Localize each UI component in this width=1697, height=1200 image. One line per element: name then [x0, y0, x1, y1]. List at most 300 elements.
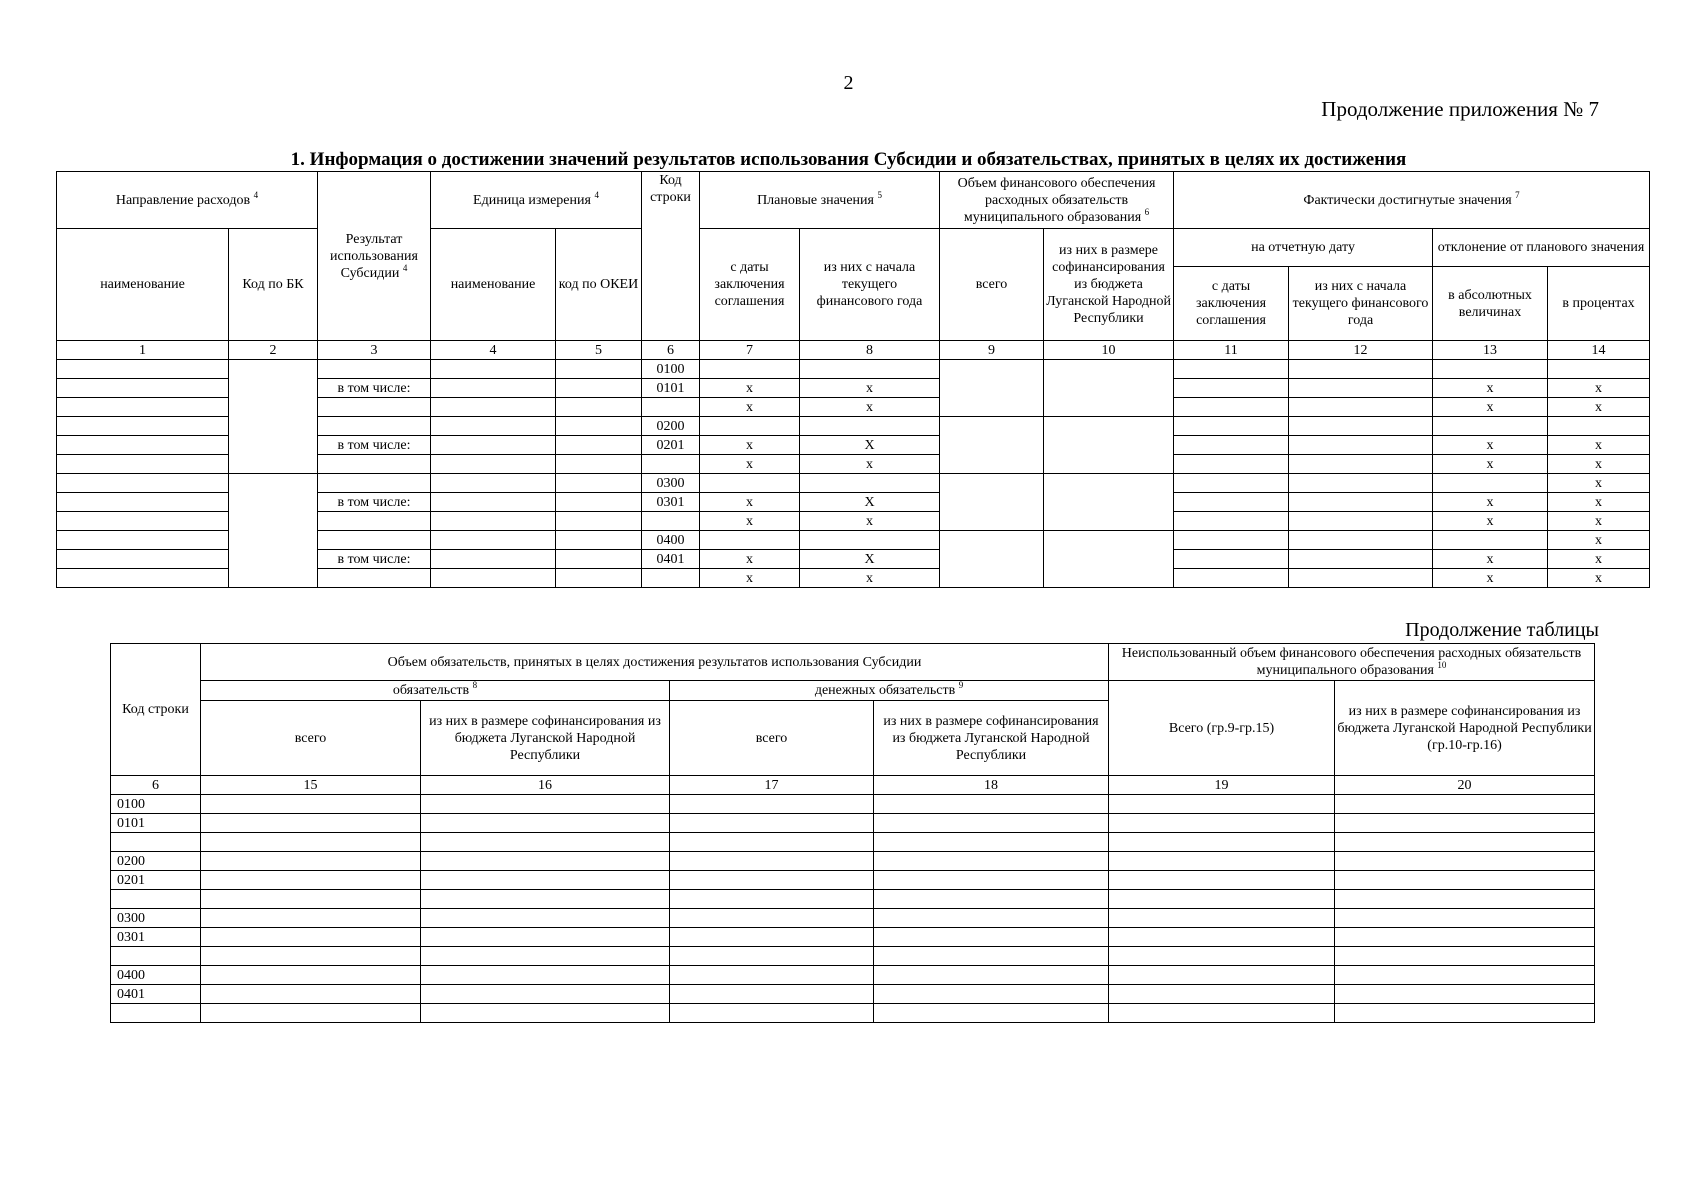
- cell-monetary-cofinance: [874, 890, 1109, 909]
- cell-obligations-total: [201, 833, 421, 852]
- cell-actual-from-agreement: [1174, 474, 1289, 493]
- cell-row-code: [111, 833, 201, 852]
- cell-row-code: [642, 569, 700, 588]
- cell-planned-from-agreement: [700, 474, 800, 493]
- cell-obligations-total: [201, 909, 421, 928]
- cell-unused-cofinance: [1335, 947, 1595, 966]
- column-number: 17: [670, 776, 874, 795]
- cell-obligations-total: [201, 795, 421, 814]
- results-table: [56, 171, 1650, 588]
- cell-result: в том числе:: [318, 550, 431, 569]
- cell-deviation-abs: [1433, 417, 1548, 436]
- column-number: 14: [1548, 341, 1650, 360]
- cell-obligations-cofinance: [421, 928, 670, 947]
- cell-deviation-pct: [1548, 417, 1650, 436]
- cell-planned-from-year: X: [800, 550, 940, 569]
- header-row-code: Код строки: [111, 644, 201, 776]
- cell-okei: [556, 398, 642, 417]
- header-planned-from-agreement: с даты заключения соглашения: [700, 229, 800, 341]
- header-funding: Объем финансового обеспечения расходных обязательств муниципального образования $^6$: [940, 172, 1174, 229]
- cell-okei: [556, 493, 642, 512]
- cell-deviation-pct: x: [1548, 436, 1650, 455]
- cell-unused-cofinance: [1335, 852, 1595, 871]
- cell-direction-name: [57, 455, 229, 474]
- cell-unused-total: [1109, 966, 1335, 985]
- table-row: [57, 474, 1650, 493]
- cell-unit-name: [431, 569, 556, 588]
- cell-monetary-total: [670, 871, 874, 890]
- cell-monetary-cofinance: [874, 947, 1109, 966]
- cell-monetary-cofinance: [874, 909, 1109, 928]
- table-row: [111, 947, 1595, 966]
- cell-deviation-pct: x: [1548, 512, 1650, 531]
- cell-actual-from-agreement: [1174, 531, 1289, 550]
- cell-unused-total: [1109, 795, 1335, 814]
- cell-planned-from-agreement: [700, 531, 800, 550]
- table-row: [111, 814, 1595, 833]
- column-number: 16: [421, 776, 670, 795]
- table-row: [111, 985, 1595, 1004]
- cell-result: [318, 474, 431, 493]
- cell-okei: [556, 436, 642, 455]
- cell-direction-name: [57, 417, 229, 436]
- header-funding-cofinance: из них в размере софинансирования из бюджета Луганской Народной Республики: [1044, 229, 1174, 341]
- header-deviation: отклонение от планового значения: [1433, 229, 1650, 267]
- cell-actual-from-year: [1289, 474, 1433, 493]
- cell-direction-name: [57, 512, 229, 531]
- cell-direction-name: [57, 569, 229, 588]
- cell-direction-name: [57, 360, 229, 379]
- table-continuation-note: Продолжение таблицы: [1405, 619, 1599, 641]
- cell-obligations-total: [201, 966, 421, 985]
- cell-actual-from-year: [1289, 417, 1433, 436]
- cell-row-code: [642, 398, 700, 417]
- cell-planned-from-agreement: [700, 417, 800, 436]
- cell-obligations-total: [201, 871, 421, 890]
- cell-unused-cofinance: [1335, 1004, 1595, 1023]
- cell-actual-from-year: [1289, 550, 1433, 569]
- cell-unused-total: [1109, 1004, 1335, 1023]
- cell-deviation-abs: x: [1433, 379, 1548, 398]
- cell-actual-from-year: [1289, 569, 1433, 588]
- cell-obligations-cofinance: [421, 852, 670, 871]
- cell-actual-from-year: [1289, 512, 1433, 531]
- header-monetary-cofinance: из них в размере софинансирования из бюджета Луганской Народной Республики: [874, 701, 1109, 776]
- cell-direction-name: [57, 474, 229, 493]
- cell-monetary-cofinance: [874, 1004, 1109, 1023]
- header-actual-from-agreement: с даты заключения соглашения: [1174, 267, 1289, 341]
- cell-deviation-abs: [1433, 474, 1548, 493]
- cell-okei: [556, 417, 642, 436]
- cell-obligations-cofinance: [421, 966, 670, 985]
- cell-funding-total: [940, 417, 1044, 474]
- cell-deviation-pct: x: [1548, 379, 1650, 398]
- cell-unused-cofinance: [1335, 814, 1595, 833]
- cell-monetary-cofinance: [874, 985, 1109, 1004]
- cell-row-code: 0201: [111, 871, 201, 890]
- header-actual: Фактически достигнутые значения $^7$: [1174, 172, 1650, 229]
- cell-result: [318, 398, 431, 417]
- cell-okei: [556, 512, 642, 531]
- cell-row-code: 0201: [642, 436, 700, 455]
- header-planned-from-year: из них с начала текущего финансового года: [800, 229, 940, 341]
- table-row: [111, 966, 1595, 985]
- cell-planned-from-year: X: [800, 493, 940, 512]
- cell-unused-cofinance: [1335, 985, 1595, 1004]
- column-number: 1: [57, 341, 229, 360]
- column-number: 2: [229, 341, 318, 360]
- header-obligations-cofinance: из них в размере софинансирования из бюджета Луганской Народной Республики: [421, 701, 670, 776]
- cell-planned-from-year: [800, 531, 940, 550]
- cell-unit-name: [431, 417, 556, 436]
- cell-funding-cofinance: [1044, 360, 1174, 417]
- column-number: 6: [642, 341, 700, 360]
- cell-actual-from-agreement: [1174, 398, 1289, 417]
- cell-planned-from-agreement: x: [700, 512, 800, 531]
- cell-deviation-abs: x: [1433, 398, 1548, 417]
- cell-unused-cofinance: [1335, 909, 1595, 928]
- cell-actual-from-agreement: [1174, 512, 1289, 531]
- header-direction-name: наименование: [57, 229, 229, 341]
- cell-direction-name: [57, 493, 229, 512]
- cell-result: [318, 531, 431, 550]
- header-planned: Плановые значения $^5$: [700, 172, 940, 229]
- cell-monetary-total: [670, 947, 874, 966]
- header-monetary: денежных обязательств $^9$: [670, 681, 1109, 701]
- cell-row-code: 0300: [111, 909, 201, 928]
- cell-okei: [556, 360, 642, 379]
- cell-planned-from-year: [800, 417, 940, 436]
- cell-obligations-total: [201, 947, 421, 966]
- cell-result: [318, 360, 431, 379]
- cell-unused-total: [1109, 871, 1335, 890]
- section-title: 1. Информация о достижении значений результатов использования Субсидии и обязательствах, принятых в целях их достижения: [290, 149, 1407, 170]
- cell-unused-total: [1109, 947, 1335, 966]
- cell-row-code: 0400: [642, 531, 700, 550]
- cell-planned-from-agreement: x: [700, 398, 800, 417]
- cell-actual-from-agreement: [1174, 569, 1289, 588]
- cell-row-code: [642, 455, 700, 474]
- cell-deviation-abs: x: [1433, 436, 1548, 455]
- column-number: 11: [1174, 341, 1289, 360]
- header-result: Результат использования Субсидии $^4$: [318, 172, 431, 341]
- cell-actual-from-agreement: [1174, 379, 1289, 398]
- column-number: 19: [1109, 776, 1335, 795]
- cell-result: [318, 569, 431, 588]
- column-number: 20: [1335, 776, 1595, 795]
- cell-monetary-total: [670, 814, 874, 833]
- header-bk-code: Код по БК: [229, 229, 318, 341]
- cell-funding-total: [940, 360, 1044, 417]
- header-okei: код по ОКЕИ: [556, 229, 642, 341]
- page-number: 2: [843, 72, 854, 94]
- table-row: [111, 890, 1595, 909]
- cell-monetary-total: [670, 1004, 874, 1023]
- cell-row-code: 0301: [642, 493, 700, 512]
- table-row: [111, 795, 1595, 814]
- cell-row-code: [111, 1004, 201, 1023]
- cell-unit-name: [431, 493, 556, 512]
- cell-unit-name: [431, 531, 556, 550]
- cell-direction-name: [57, 550, 229, 569]
- cell-planned-from-agreement: x: [700, 550, 800, 569]
- cell-result: [318, 512, 431, 531]
- cell-funding-cofinance: [1044, 531, 1174, 588]
- cell-deviation-abs: x: [1433, 455, 1548, 474]
- cell-direction-name: [57, 436, 229, 455]
- cell-direction-name: [57, 398, 229, 417]
- cell-row-code: [111, 947, 201, 966]
- cell-monetary-cofinance: [874, 966, 1109, 985]
- cell-funding-total: [940, 531, 1044, 588]
- cell-actual-from-agreement: [1174, 455, 1289, 474]
- header-deviation-abs: в абсолютных величинах: [1433, 267, 1548, 341]
- header-row-code: Код строки: [642, 172, 700, 341]
- cell-result: [318, 417, 431, 436]
- cell-monetary-total: [670, 852, 874, 871]
- column-number: 8: [800, 341, 940, 360]
- column-number: 12: [1289, 341, 1433, 360]
- cell-actual-from-year: [1289, 379, 1433, 398]
- column-number-row: [111, 776, 1595, 795]
- obligations-table: [110, 643, 1595, 1023]
- cell-planned-from-agreement: x: [700, 455, 800, 474]
- header-unused: Неиспользованный объем финансового обеспечения расходных обязательств муниципального образования $^{10}$: [1109, 644, 1595, 681]
- cell-planned-from-year: x: [800, 379, 940, 398]
- cell-monetary-cofinance: [874, 814, 1109, 833]
- cell-row-code: 0401: [642, 550, 700, 569]
- column-number: 5: [556, 341, 642, 360]
- cell-row-code: [642, 512, 700, 531]
- column-number: 4: [431, 341, 556, 360]
- cell-planned-from-year: [800, 360, 940, 379]
- cell-bk-code: [229, 360, 318, 474]
- cell-obligations-total: [201, 814, 421, 833]
- cell-deviation-pct: x: [1548, 455, 1650, 474]
- table-row: [111, 909, 1595, 928]
- cell-funding-total: [940, 474, 1044, 531]
- cell-obligations-total: [201, 890, 421, 909]
- cell-planned-from-year: X: [800, 436, 940, 455]
- cell-deviation-pct: x: [1548, 531, 1650, 550]
- cell-obligations-cofinance: [421, 985, 670, 1004]
- cell-unused-total: [1109, 833, 1335, 852]
- cell-unused-cofinance: [1335, 928, 1595, 947]
- cell-actual-from-year: [1289, 455, 1433, 474]
- cell-obligations-total: [201, 1004, 421, 1023]
- cell-unit-name: [431, 550, 556, 569]
- cell-okei: [556, 379, 642, 398]
- header-actual-from-year: из них с начала текущего финансового года: [1289, 267, 1433, 341]
- cell-deviation-pct: x: [1548, 550, 1650, 569]
- appendix-continuation-note: Продолжение приложения № 7: [1321, 97, 1599, 121]
- cell-row-code: 0200: [642, 417, 700, 436]
- cell-deviation-abs: x: [1433, 512, 1548, 531]
- cell-planned-from-year: x: [800, 455, 940, 474]
- column-number: 15: [201, 776, 421, 795]
- cell-actual-from-agreement: [1174, 550, 1289, 569]
- cell-row-code: 0101: [111, 814, 201, 833]
- cell-unused-cofinance: [1335, 871, 1595, 890]
- cell-deviation-abs: [1433, 360, 1548, 379]
- cell-monetary-cofinance: [874, 928, 1109, 947]
- cell-planned-from-agreement: x: [700, 569, 800, 588]
- cell-row-code: 0100: [642, 360, 700, 379]
- cell-monetary-cofinance: [874, 795, 1109, 814]
- cell-monetary-total: [670, 833, 874, 852]
- cell-actual-from-year: [1289, 436, 1433, 455]
- cell-unit-name: [431, 455, 556, 474]
- column-number: 6: [111, 776, 201, 795]
- header-funding-total: всего: [940, 229, 1044, 341]
- table-row: [111, 928, 1595, 947]
- header-unit: Единица измерения $^4$: [431, 172, 642, 229]
- cell-unused-total: [1109, 814, 1335, 833]
- cell-okei: [556, 455, 642, 474]
- cell-actual-from-year: [1289, 493, 1433, 512]
- cell-okei: [556, 474, 642, 493]
- cell-deviation-pct: [1548, 360, 1650, 379]
- cell-result: в том числе:: [318, 436, 431, 455]
- header-direction: Направление расходов $^4$: [57, 172, 318, 229]
- table-row: [111, 871, 1595, 890]
- cell-row-code: 0200: [111, 852, 201, 871]
- cell-unused-total: [1109, 909, 1335, 928]
- cell-obligations-cofinance: [421, 795, 670, 814]
- cell-obligations-cofinance: [421, 947, 670, 966]
- cell-deviation-pct: x: [1548, 493, 1650, 512]
- cell-direction-name: [57, 379, 229, 398]
- header-obligations: обязательств $^8$: [201, 681, 670, 701]
- column-number: 18: [874, 776, 1109, 795]
- cell-actual-from-agreement: [1174, 493, 1289, 512]
- cell-unused-total: [1109, 985, 1335, 1004]
- cell-monetary-cofinance: [874, 852, 1109, 871]
- cell-deviation-abs: x: [1433, 493, 1548, 512]
- column-number: 9: [940, 341, 1044, 360]
- cell-deviation-pct: x: [1548, 398, 1650, 417]
- table-row: [111, 1004, 1595, 1023]
- cell-monetary-total: [670, 890, 874, 909]
- column-number: 13: [1433, 341, 1548, 360]
- header-obligations-volume: Объем обязательств, принятых в целях достижения результатов использования Субсидии: [201, 644, 1109, 681]
- cell-okei: [556, 531, 642, 550]
- cell-unit-name: [431, 436, 556, 455]
- cell-unused-cofinance: [1335, 833, 1595, 852]
- header-unused-cofinance: из них в размере софинансирования из бюджета Луганской Народной Республики (гр.10-гр.16): [1335, 681, 1595, 776]
- header-unit-name: наименование: [431, 229, 556, 341]
- cell-okei: [556, 550, 642, 569]
- cell-monetary-total: [670, 985, 874, 1004]
- table-row: [111, 833, 1595, 852]
- cell-unused-cofinance: [1335, 890, 1595, 909]
- cell-planned-from-agreement: x: [700, 493, 800, 512]
- cell-funding-cofinance: [1044, 474, 1174, 531]
- column-number: 3: [318, 341, 431, 360]
- cell-actual-from-year: [1289, 398, 1433, 417]
- cell-row-code: 0401: [111, 985, 201, 1004]
- cell-planned-from-agreement: [700, 360, 800, 379]
- cell-obligations-cofinance: [421, 890, 670, 909]
- cell-monetary-total: [670, 909, 874, 928]
- cell-planned-from-year: x: [800, 398, 940, 417]
- cell-okei: [556, 569, 642, 588]
- cell-row-code: 0400: [111, 966, 201, 985]
- cell-planned-from-agreement: x: [700, 379, 800, 398]
- cell-unused-cofinance: [1335, 795, 1595, 814]
- cell-unit-name: [431, 398, 556, 417]
- cell-unit-name: [431, 512, 556, 531]
- cell-obligations-total: [201, 985, 421, 1004]
- header-deviation-pct: в процентах: [1548, 267, 1650, 341]
- cell-deviation-abs: x: [1433, 550, 1548, 569]
- header-unused-total: Всего (гр.9-гр.15): [1109, 681, 1335, 776]
- cell-unused-total: [1109, 928, 1335, 947]
- cell-planned-from-agreement: x: [700, 436, 800, 455]
- cell-deviation-abs: [1433, 531, 1548, 550]
- cell-result: в том числе:: [318, 493, 431, 512]
- cell-planned-from-year: x: [800, 512, 940, 531]
- cell-deviation-pct: x: [1548, 569, 1650, 588]
- cell-row-code: [111, 890, 201, 909]
- cell-unit-name: [431, 474, 556, 493]
- cell-unit-name: [431, 360, 556, 379]
- header-obligations-total: всего: [201, 701, 421, 776]
- cell-planned-from-year: x: [800, 569, 940, 588]
- header-on-date: на отчетную дату: [1174, 229, 1433, 267]
- cell-monetary-cofinance: [874, 871, 1109, 890]
- header-monetary-total: всего: [670, 701, 874, 776]
- cell-unused-total: [1109, 852, 1335, 871]
- cell-monetary-total: [670, 928, 874, 947]
- cell-planned-from-year: [800, 474, 940, 493]
- table-row: [57, 360, 1650, 379]
- cell-obligations-total: [201, 852, 421, 871]
- cell-result: в том числе:: [318, 379, 431, 398]
- cell-row-code: 0300: [642, 474, 700, 493]
- column-number: 7: [700, 341, 800, 360]
- cell-monetary-total: [670, 795, 874, 814]
- cell-row-code: 0100: [111, 795, 201, 814]
- cell-actual-from-agreement: [1174, 436, 1289, 455]
- cell-actual-from-agreement: [1174, 417, 1289, 436]
- cell-unused-cofinance: [1335, 966, 1595, 985]
- cell-monetary-total: [670, 966, 874, 985]
- column-number: 10: [1044, 341, 1174, 360]
- cell-funding-cofinance: [1044, 417, 1174, 474]
- cell-actual-from-agreement: [1174, 360, 1289, 379]
- cell-row-code: 0301: [111, 928, 201, 947]
- column-number-row: [57, 341, 1650, 360]
- cell-actual-from-year: [1289, 531, 1433, 550]
- cell-obligations-total: [201, 928, 421, 947]
- cell-obligations-cofinance: [421, 814, 670, 833]
- cell-bk-code: [229, 474, 318, 588]
- cell-unit-name: [431, 379, 556, 398]
- cell-actual-from-year: [1289, 360, 1433, 379]
- cell-result: [318, 455, 431, 474]
- cell-obligations-cofinance: [421, 909, 670, 928]
- cell-direction-name: [57, 531, 229, 550]
- cell-monetary-cofinance: [874, 833, 1109, 852]
- cell-deviation-abs: x: [1433, 569, 1548, 588]
- table-row: [111, 852, 1595, 871]
- cell-obligations-cofinance: [421, 871, 670, 890]
- cell-unused-total: [1109, 890, 1335, 909]
- cell-obligations-cofinance: [421, 833, 670, 852]
- cell-obligations-cofinance: [421, 1004, 670, 1023]
- cell-row-code: 0101: [642, 379, 700, 398]
